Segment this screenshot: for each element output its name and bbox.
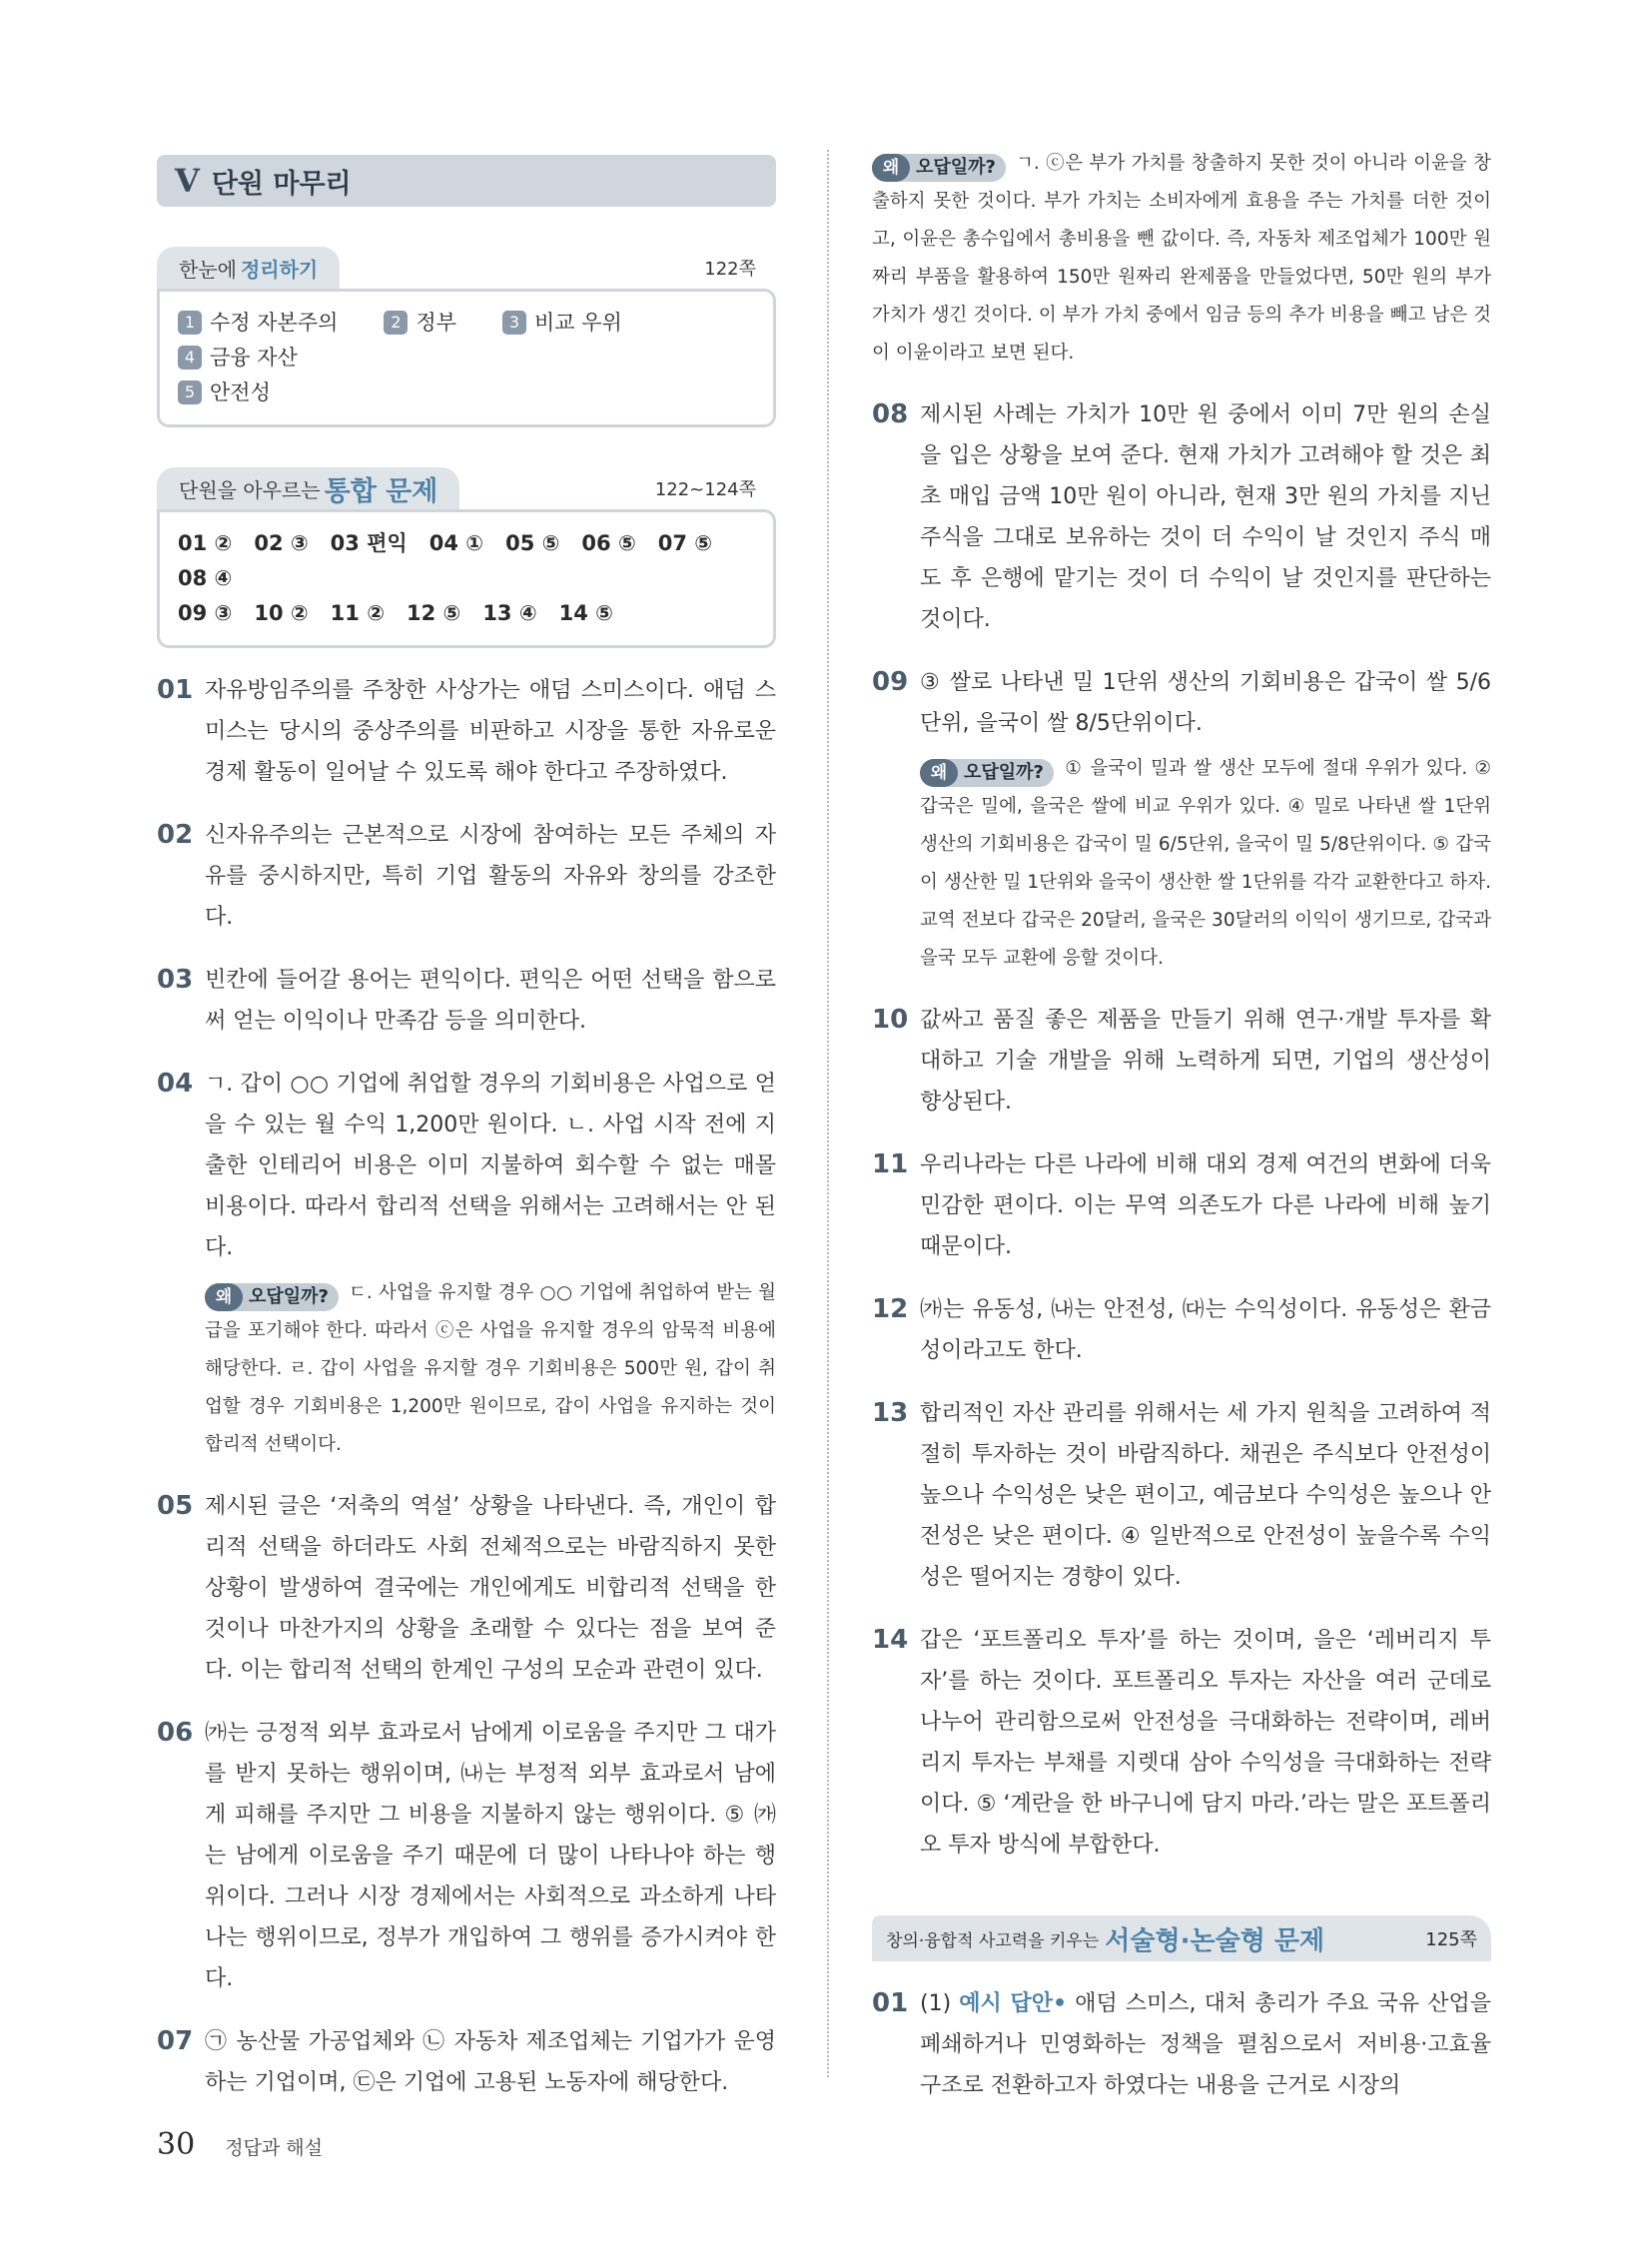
why-wrong-badge: 왜 오답일까? xyxy=(205,1283,339,1311)
left-column xyxy=(157,155,776,2103)
entry-text: 신자유주의는 근본적으로 시장에 참여하는 모든 주체의 자유를 중시하지만, 특히 기업 활동의 자유와 창의를 강조한다. xyxy=(205,823,776,930)
explanation-entry xyxy=(157,1064,776,1464)
entry-text: 갑은 ‘포트폴리오 투자’를 하는 것이며, 을은 ‘레버리지 투자’를 하는 것이다. 포트폴리오 투자는 자산을 여러 군데로 나누어 관리함으로써 안전성을 극대화하는 전략이며, 레버리지 투자는 부채를 지렛대 삼아 수익성을 극대화하는 전략이다. ⑤ ‘계란을 한 바구니에 담지 마라.’라는 말은 포트폴리오 투자 방식에 부합한다. xyxy=(920,1628,1491,1858)
integrated-tab-prefix: 단원을 아우르는 xyxy=(179,477,321,502)
explanation-list xyxy=(157,670,776,2103)
explanation-entry xyxy=(872,1393,1491,1598)
explanation-entry xyxy=(872,1000,1491,1122)
entry-number: 08 xyxy=(872,399,909,429)
explanation-entry xyxy=(157,1486,776,1691)
answer-item: 05 ⑤ xyxy=(505,531,560,555)
summary-tab-accent: 정리하기 xyxy=(240,257,319,282)
explanation-entry xyxy=(872,1144,1491,1267)
essay-tab xyxy=(872,1915,1491,1961)
explanation-entry xyxy=(872,1620,1491,1866)
essay-entry xyxy=(872,1983,1491,2106)
answer-item: 09 ③ xyxy=(178,601,233,625)
explanation-entry xyxy=(157,815,776,938)
explanation-entry xyxy=(157,670,776,793)
wrong-answer-callout: 왜 오답일까? ㄷ. 사업을 유지할 경우 ○○ 기업에 취업하여 받는 월급을 포기해야 한다. 따라서 ⓒ은 사업을 유지할 경우의 암묵적 비용에 해당한다. ㄹ. 갑이 사업을 유지할 경우 기회비용은 500만 원, 갑이 취업할 경우 기회비용은 1,200만 원이므로, 갑이 사업을 유지하는 것이 합리적 선택이다. xyxy=(205,1282,776,1455)
entry-number: 09 xyxy=(872,667,909,697)
why-wrong-badge: 왜 오답일까? xyxy=(872,154,1006,182)
explanation-entry xyxy=(872,394,1491,640)
summary-page-ref: 122쪽 xyxy=(704,259,756,280)
answer-item: 06 ⑤ xyxy=(581,531,636,555)
essay-tab-prefix: 창의·융합적 사고력을 키우는 xyxy=(886,1930,1100,1951)
answer-item: 11 ② xyxy=(330,601,385,625)
entry-text: ㄱ. 갑이 ○○ 기업에 취업할 경우의 기회비용은 사업으로 얻을 수 있는 월 수익 1,200만 원이다. ㄴ. 사업 시작 전에 지출한 인테리어 비용은 이미 지불하여 회수할 수 없는 매몰 비용이다. 따라서 합리적 선택을 위해서는 고려해서는 안 된다. 왜 오답일까? ㄷ. 사업을 유지할 경우 ○○ 기업에 취업하여 받는 월급을 포기해야 한다. 따라서 ⓒ은 사업을 유지할 경우의 암묵적 비용에 해당한다. ㄹ. 갑이 사업을 유지할 경우 기회비용은 500만 원, 갑이 취업할 경우 기회비용은 1,200만 원이므로, 갑이 사업을 유지하는 것이 합리적 선택이다. xyxy=(205,1064,776,1464)
entry-number: 03 xyxy=(157,965,194,995)
entry-number: 07 xyxy=(157,2026,194,2056)
summary-tab-prefix: 한눈에 xyxy=(179,257,237,282)
entry-text: ㈎는 긍정적 외부 효과로서 남에게 이로움을 주지만 그 대가를 받지 못하는 행위이며, ㈏는 부정적 외부 효과로서 남에게 피해를 주지만 그 비용을 지불하지 않는 행위이다. ⑤ ㈎는 남에게 이로움을 주기 때문에 더 많이 나타나야 하는 행위이다. 그러나 시장 경제에서는 사회적으로 과소하게 나타나는 행위이므로, 정부가 개입하여 그 행위를 증가시켜야 한다. xyxy=(205,1721,776,1991)
entry-text: ㈎는 유동성, ㈏는 안전성, ㈐는 수익성이다. 유동성은 환금성이라고도 한다. xyxy=(920,1297,1491,1363)
entry-text: 값싸고 품질 좋은 제품을 만들기 위해 연구·개발 투자를 확대하고 기술 개발을 위해 노력하게 되면, 기업의 생산성이 향상된다. xyxy=(920,1008,1491,1115)
entry-number: 11 xyxy=(872,1149,909,1179)
answer-item: 02 ③ xyxy=(254,531,309,555)
essay-page-ref: 125쪽 xyxy=(1425,1929,1477,1950)
unit-header xyxy=(157,155,776,207)
summary-item: 5 안전성 xyxy=(178,375,271,410)
entry-number: 06 xyxy=(157,1718,194,1748)
entry-text: 제시된 사례는 가치가 10만 원 중에서 이미 7만 원의 손실을 입은 상황을 보여 준다. 현재 가치가 고려해야 할 것은 최초 매입 금액 10만 원이 아니라, 현재 3만 원의 가치를 지닌 주식을 그대로 보유하는 것이 더 수익이 날 것인지 주식 매도 후 은행에 맡기는 것이 더 수익이 날 것인지를 판단하는 것이다. xyxy=(920,402,1491,632)
explanation-entry xyxy=(157,960,776,1042)
answer-grid xyxy=(157,509,776,648)
wrong-answer-callout: 왜 오답일까? ① 을국이 밀과 쌀 생산 모두에 절대 우위가 있다. ② 갑국은 밀에, 을국은 쌀에 비교 우위가 있다. ④ 밀로 나타낸 쌀 1단위 생산의 기회비용은 갑국이 밀 6/5단위, 을국이 밀 5/8단위이다. ⑤ 갑국이 생산한 밀 1단위와 을국이 생산한 쌀 1단위를 각각 교환한다고 하자. 교역 전보다 갑국은 20달러, 을국은 30달러의 이익이 생기므로, 갑국과 을국 모두 교환에 응할 것이다. xyxy=(920,758,1491,969)
entry-text: ㉠ 농산물 가공업체와 ㉡ 자동차 제조업체는 기업가가 운영하는 기업이며, ㉢은 기업에 고용된 노동자에 해당한다. xyxy=(205,2029,776,2095)
explanation-entry xyxy=(872,662,1491,978)
entry-number: 02 xyxy=(157,820,194,850)
explanation-entry xyxy=(872,1289,1491,1371)
essay-tab-accent: 서술형·논술형 문제 xyxy=(1105,1925,1325,1956)
entry-number: 13 xyxy=(872,1398,909,1428)
entry-number: 01 xyxy=(872,1988,909,2018)
summary-item: 3 비교 우위 xyxy=(502,306,622,341)
page-number: 30 xyxy=(157,2127,196,2162)
summary-item: 1 수정 자본주의 xyxy=(178,306,338,341)
answer-item: 08 ④ xyxy=(178,566,233,590)
column-divider xyxy=(827,150,829,2077)
explanation-entry xyxy=(157,2021,776,2103)
integrated-tab-accent: 통합 문제 xyxy=(324,475,438,507)
entry-text: 합리적인 자산 관리를 위해서는 세 가지 원칙을 고려하여 적절히 투자하는 것이 바람직하다. 채권은 주식보다 안전성이 높으나 수익성은 낮은 편이고, 예금보다 수익성은 높으나 안전성은 낮은 편이다. ④ 일반적으로 안전성이 높을수록 수익성은 떨어지는 경향이 있다. xyxy=(920,1401,1491,1590)
entry-text: 우리나라는 다른 나라에 비해 대외 경제 여건의 변화에 더욱 민감한 편이다. 이는 무역 의존도가 다른 나라에 비해 높기 때문이다. xyxy=(920,1152,1491,1259)
unit-title: 단원 마무리 xyxy=(211,168,352,200)
entry-number: 05 xyxy=(157,1491,194,1521)
answer-item: 14 ⑤ xyxy=(558,601,613,625)
entry-number: 14 xyxy=(872,1625,909,1655)
summary-box xyxy=(157,247,776,427)
entry-text: 빈칸에 들어갈 용어는 편익이다. 편익은 어떤 선택을 함으로써 얻는 이익이나 만족감 등을 의미한다. xyxy=(205,968,776,1034)
answer-item: 01 ② xyxy=(178,531,233,555)
integrated-tab xyxy=(157,467,459,509)
answer-item: 12 ⑤ xyxy=(406,601,461,625)
integrated-box xyxy=(157,467,776,648)
entry-number: 12 xyxy=(872,1294,909,1324)
answer-row xyxy=(178,596,755,631)
entry-text: (1) 예시 답안• 애덤 스미스, 대처 총리가 주요 국유 산업을 폐쇄하거나 민영화하는 정책을 펼침으로서 저비용·고효율 구조로 전환하고자 하였다는 내용을 근거로 시장의 xyxy=(920,1991,1491,2098)
answer-item: 13 ④ xyxy=(482,601,537,625)
summary-tab xyxy=(157,247,340,289)
entry-number: 04 xyxy=(157,1069,194,1099)
entry-number: 01 xyxy=(157,675,194,705)
entry-number: 10 xyxy=(872,1005,909,1035)
right-column xyxy=(872,155,1491,2106)
footer-label: 정답과 해설 xyxy=(225,2137,323,2159)
summary-item: 4 금융 자산 xyxy=(178,341,298,375)
integrated-page-ref: 122~124쪽 xyxy=(654,479,756,500)
summary-item: 2 정부 xyxy=(384,306,456,341)
entry-text: ③ 쌀로 나타낸 밀 1단위 생산의 기회비용은 갑국이 쌀 5/6단위, 을국이 쌀 8/5단위이다. 왜 오답일까? ① 을국이 밀과 쌀 생산 모두에 절대 우위가 있다. ② 갑국은 밀에, 을국은 쌀에 비교 우위가 있다. ④ 밀로 나타낸 쌀 1단위 생산의 기회비용은 갑국이 밀 6/5단위, 을국이 밀 5/8단위이다. ⑤ 갑국이 생산한 밀 1단위와 을국이 생산한 쌀 1단위를 각각 교환한다고 하자. 교역 전보다 갑국은 20달러, 을국은 30달러의 이익이 생기므로, 갑국과 을국 모두 교환에 응할 것이다. xyxy=(920,662,1491,978)
wrong-answer-callout: 왜 오답일까? ㄱ. ⓒ은 부가 가치를 창출하지 못한 것이 아니라 이윤을 창출하지 못한 것이다. 부가 가치는 소비자에게 효용을 주는 가치를 더한 것이고, 이윤은 총수입에서 총비용을 뺀 값이다. 즉, 자동차 제조업체가 100만 원짜리 부품을 활용하여 150만 원짜리 완제품을 만들었다면, 50만 원의 부가 가치가 생긴 것이다. 이 부가 가치 중에서 임금 등의 추가 비용을 빼고 남은 것이 이윤이라고 보면 된다. xyxy=(872,153,1491,364)
unit-roman: V xyxy=(175,162,200,200)
explanation-entry xyxy=(157,1713,776,1999)
answer-item: 07 ⑤ xyxy=(657,531,713,555)
page-footer xyxy=(157,2127,323,2162)
answer-row xyxy=(178,526,755,596)
summary-list xyxy=(157,289,776,427)
example-answer-label: 예시 답안 xyxy=(959,1991,1054,2016)
explanation-list xyxy=(872,394,1491,1866)
entry-text: 자유방임주의를 주창한 사상가는 애덤 스미스이다. 애덤 스미스는 당시의 중상주의를 비판하고 시장을 통한 자유로운 경제 활동이 일어날 수 있도록 해야 한다고 주장하였다. xyxy=(205,678,776,785)
entry-text: 제시된 글은 ‘저축의 역설’ 상황을 나타낸다. 즉, 개인이 합리적 선택을 하더라도 사회 전체적으로는 바람직하지 못한 상황이 발생하여 결국에는 개인에게도 비합리적 선택을 한 것이나 마찬가지의 상황을 초래할 수 있다는 점을 보여 준다. 이는 합리적 선택의 한계인 구성의 모순과 관련이 있다. xyxy=(205,1494,776,1683)
why-wrong-badge: 왜 오답일까? xyxy=(920,759,1054,787)
answer-item: 04 ① xyxy=(428,531,484,555)
answer-item: 03 편익 xyxy=(330,531,408,555)
answer-item: 10 ② xyxy=(254,601,309,625)
